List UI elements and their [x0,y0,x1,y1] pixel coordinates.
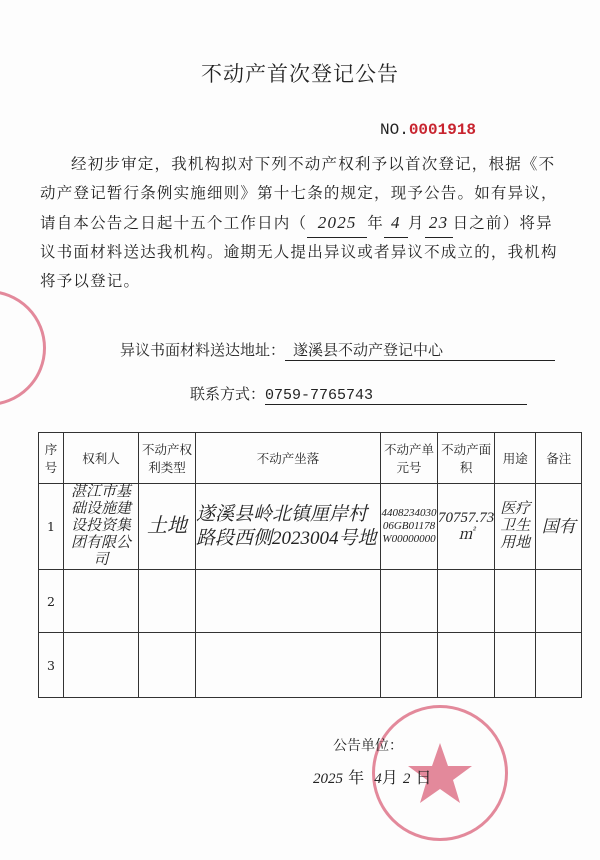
header-owner: 权利人 [64,433,139,484]
header-no: 序号 [39,433,64,484]
header-area: 不动产面 积 [438,433,495,484]
signer-label: 公告单位： [333,738,403,754]
header-note: 备注 [536,433,582,484]
cell-owner: 湛江市基础设施建设投资集团有限公司 [64,484,139,570]
contact-line [190,383,527,405]
property-table [38,432,582,698]
table-row [39,570,582,633]
sign-day: 2 [402,771,411,787]
body-text-1: 经初步审定，我机构拟对下列不动产权利予以首次登记，根据《不动产登记暂行条例实施细则》第十七条的规定，现予公告。如有异议，请自本公告之日起十五个工作日内（ [40,155,558,232]
page-title: 不动产首次登记公告 [201,62,399,86]
sign-date [313,765,432,788]
address-label: 异议书面材料送达地址： [120,341,286,359]
seal-stamp-partial [0,290,46,406]
cell-no: 2 [39,570,64,633]
sign-day-label: 日 [415,768,432,787]
address-line [120,339,555,361]
cell-location: 遂溪县岭北镇厘岸村路段西侧2023004号地 [196,484,381,570]
address-value: 遂溪县不动产登记中心 [285,339,555,361]
sign-month-label: 月 [381,768,398,787]
sign-year: 2025 [313,771,343,787]
sign-year-label: 年 [348,768,365,787]
month-label: 月 [407,214,425,232]
table-header [39,433,582,484]
deadline-day: 23 [425,208,453,238]
header-type: 不动产权利类型 [139,433,196,484]
cell-no: 1 [39,484,64,570]
cell-note: 国有 [536,484,582,570]
cell-area: 70757.73㎡ [438,484,495,570]
deadline-month: 4 [384,208,408,238]
cell-type: 土地 [139,484,196,570]
year-label: 年 [367,214,384,232]
table-row [39,633,582,698]
header-unit: 不动产单元号 [381,433,438,484]
serial-number [380,121,476,139]
serial-prefix: NO. [380,121,409,139]
deadline-year: 2025 [307,208,367,238]
body-text-2: 日之前）将异议书面材料送达我机构。逾期无人提出异议或者异议不成立的，我机构将予以登记。 [40,214,558,290]
serial-value: 0001918 [408,121,477,139]
cell-unit: 440823403006GB01178W00000000 [381,484,438,570]
header-location: 不动产坐落 [196,433,381,484]
body-paragraph [40,150,565,296]
header-use: 用途 [495,433,536,484]
sign-month: 4 [374,771,382,787]
contact-value: 0759-7765743 [265,387,527,405]
cell-use: 医疗卫生用地 [495,484,536,570]
contact-label: 联系方式： [190,385,266,403]
cell-no: 3 [39,633,64,698]
table-row [39,484,582,570]
